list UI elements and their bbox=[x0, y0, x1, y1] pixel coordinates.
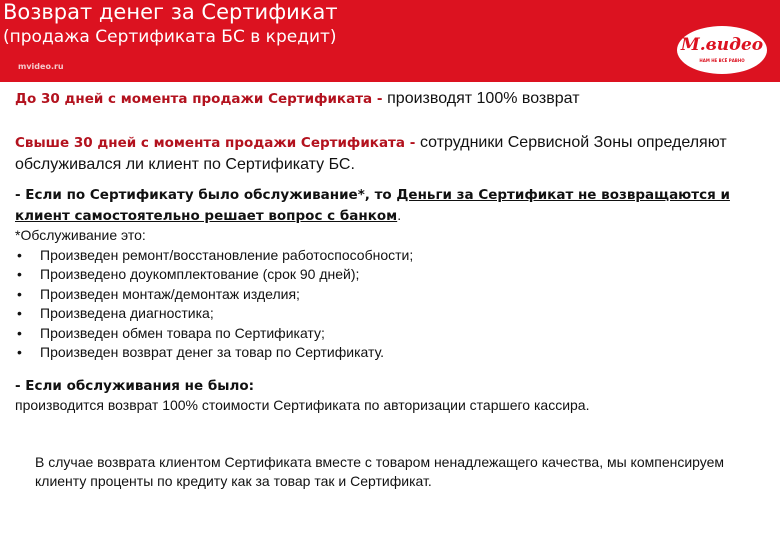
bullet-icon: • bbox=[17, 266, 22, 282]
list-item: • Произведен обмен товара по Сертификату; bbox=[15, 324, 765, 344]
rule-over-30-days-label: Свыше 30 дней с момента продажи Сертификата - bbox=[15, 135, 420, 151]
final-note-text: В случае возврата клиентом Сертификата вместе с товаром ненадлежащего качества, мы компенсируем клиенту проценты по кредиту как за товар так и Сертификат. bbox=[35, 454, 725, 489]
list-item: • Произведено доукомплектование (срок 90 дней); bbox=[15, 265, 765, 285]
bullet-icon: • bbox=[17, 305, 22, 321]
rule-under-30-days bbox=[15, 88, 765, 110]
no-service-section bbox=[15, 377, 765, 415]
service-section bbox=[15, 185, 765, 363]
no-service-text: производится возврат 100% стоимости Сертификата по авторизации старшего кассира. bbox=[15, 397, 590, 413]
list-item: • Произведен возврат денег за товар по Сертификату. bbox=[15, 343, 765, 363]
page-title: Возврат денег за Сертификат bbox=[3, 0, 338, 24]
service-note: *Обслуживание это: bbox=[15, 227, 146, 243]
rule-under-30-days-text: производят 100% возврат bbox=[387, 90, 580, 107]
rule-over-30-days-text: сотрудники Сервисной Зоны определяют обслуживался ли клиент по Сертификату БС. bbox=[15, 134, 727, 173]
logo-slogan: НАМ НЕ ВСЁ РАВНО bbox=[699, 58, 745, 63]
final-note bbox=[15, 453, 765, 491]
site-url: mvideo.ru bbox=[18, 62, 64, 71]
no-service-lead: - Если обслуживания не было: bbox=[15, 378, 255, 394]
logo-text: М.видео bbox=[680, 35, 764, 55]
bullet-icon: • bbox=[17, 246, 22, 263]
header-banner bbox=[0, 0, 780, 82]
bullet-icon: • bbox=[17, 324, 22, 341]
rule-under-30-days-label: До 30 дней с момента продажи Сертификата - bbox=[15, 91, 388, 107]
service-intro-underlined: Деньги за Сертификат не возвращаются и клиент самостоятельно решает вопрос с банком bbox=[15, 187, 730, 224]
bullet-icon: • bbox=[17, 344, 22, 360]
service-intro-end: . bbox=[397, 206, 402, 223]
bullet-icon: • bbox=[17, 285, 22, 302]
service-intro-lead: - Если по Сертификату было обслуживание*, то bbox=[15, 187, 397, 203]
list-item: • Произведен монтаж/демонтаж изделия; bbox=[15, 285, 765, 305]
service-list bbox=[15, 246, 765, 363]
list-item: • Произведен ремонт/восстановление работоспособности; bbox=[15, 246, 765, 266]
rule-over-30-days bbox=[15, 132, 765, 175]
mvideo-logo bbox=[677, 26, 767, 74]
page-subtitle: (продажа Сертификата БС в кредит) bbox=[3, 27, 337, 47]
service-intro bbox=[15, 185, 765, 226]
list-item: • Произведена диагностика; bbox=[15, 304, 765, 324]
